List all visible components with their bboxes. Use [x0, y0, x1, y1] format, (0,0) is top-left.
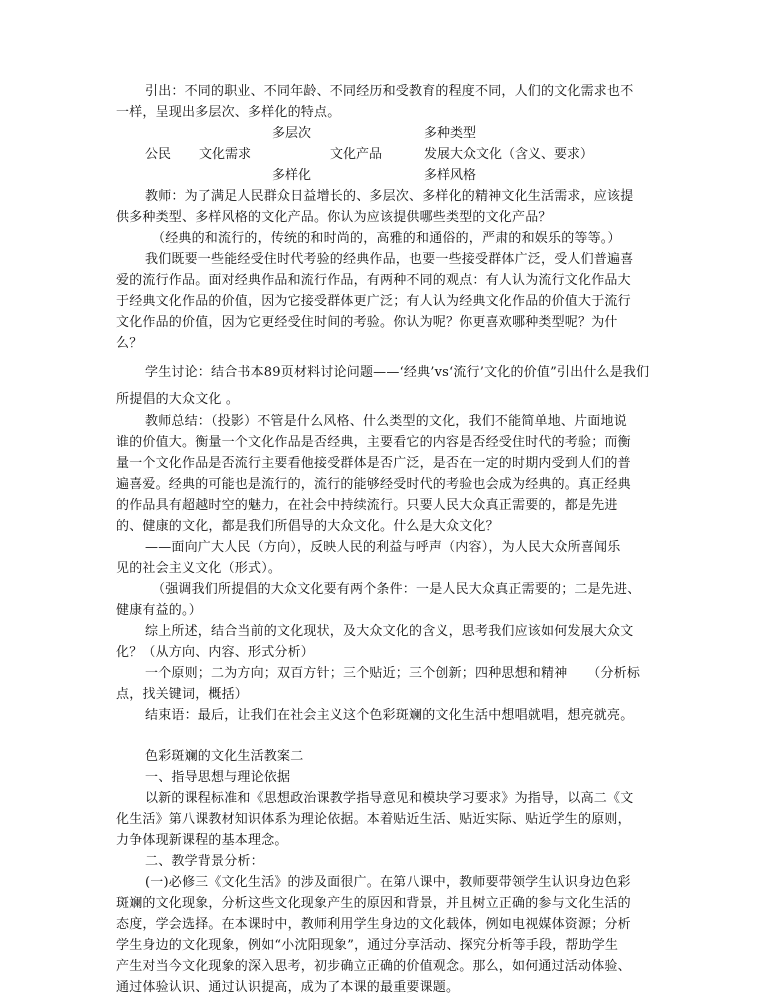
text-line: 我们既要一些能经受住时代考验的经典作品，也要一些接受群体广泛，受人们普遍喜: [145, 252, 634, 267]
text-line: 化生活》第八课教材知识体系为理论依据。本着贴近生活、贴近实际、贴近学生的原则，: [116, 812, 631, 827]
text-line: 文化作品的价值，因为它更经受住时间的考验。你认为呢？你更喜欢哪种类型呢？为什: [116, 315, 618, 330]
heading-background: 二、教学背景分析：: [145, 854, 264, 869]
text-line: 点，找关键词，概括）: [116, 687, 249, 702]
text-line: 供多种类型、多样风格的文化产品。你认为应该提供哪些类型的文化产品？: [116, 210, 552, 225]
text-line: 于经典文化作品的价值，因为它接受群体更广泛；有人认为经典文化作品的价值大于流行: [116, 294, 631, 309]
heading-guiding-ideology: 一、指导思想与理论依据: [145, 770, 291, 785]
text-line: 健康有益的。）: [116, 603, 202, 618]
text-line: 的、健康的文化，都是我们所倡导的大众文化。什么是大众文化？: [116, 519, 499, 534]
diagram-bottom-left: 多样化: [272, 168, 312, 183]
text-line: ——面向广大人民（方向），反映人民的利益与呼声（内容），为人民大众所喜闻乐: [145, 540, 621, 555]
text-line: 爱的流行作品。面对经典作品和流行作品，有两种不同的观点：有人认为流行文化作品大: [116, 273, 631, 288]
text-line: 化？（从方向、内容、形式分析）: [116, 645, 315, 660]
text-line: 态度，学会选择。在本课时中，教师利用学生身边的文化载体，例如电视媒体资源；分析: [116, 917, 631, 932]
text-line: 教师总结：（投影）不管是什么风格、什么类型的文化，我们不能简单地、片面地说: [145, 414, 627, 429]
text-line: 学生讨论：结合书本89页材料讨论问题——‘经典’vs‘流行’文化的价值”引出什么是我们: [145, 365, 650, 380]
text-line: 遍喜爱。经典的可能也是流行的，流行的能够经受时代的考验也会成为经典的。真正经典: [116, 477, 631, 492]
text-line: 谁的价值大。衡量一个文化作品是否经典，主要看它的内容是否经受住时代的考验；而衡: [116, 435, 631, 450]
diagram-culture-need: 文化需求: [199, 147, 252, 162]
text-line: 力争体现新课程的基本理念。: [116, 833, 288, 848]
intro-line-2: 一样，呈现出多层次、多样化的特点。: [116, 105, 341, 120]
text-line: 通过体验认识、通过认识提高，成为了本课的最重要课题。: [116, 980, 460, 995]
diagram-top-left: 多层次: [272, 126, 312, 141]
text-line: （强调我们所提倡的大众文化要有两个条件：一是人民大众真正需要的；二是先进、: [152, 582, 641, 597]
text-line: 的作品具有超越时空的魅力，在社会中持续流行。只要人民大众真正需要的，都是先进: [116, 498, 618, 513]
section-title: 色彩斑斓的文化生活教案二: [145, 749, 304, 764]
text-line: 结束语：最后，让我们在社会主义这个色彩斑斓的文化生活中想唱就唱，想亮就亮。: [145, 708, 634, 723]
text-line: (一)必修三《文化生活》的涉及面很广。在第八课中，教师要带领学生认识身边色彩: [145, 875, 631, 890]
text-line: 所提倡的大众文化 。: [116, 392, 240, 407]
text-line: 么？: [116, 336, 143, 351]
diagram-develop: 发展大众文化（含义、要求）: [424, 147, 594, 162]
intro-line-1: 引出：不同的职业、不同年龄、不同经历和受教育的程度不同，人们的文化需求也不: [145, 84, 634, 99]
diagram-bottom-right: 多样风格: [424, 168, 477, 183]
text-line: 见的社会主义文化（形式）。: [116, 561, 282, 576]
text-line: 以新的课程标准和《思想政治课教学指导意见和模块学习要求》为指导，以高二《文: [145, 791, 634, 806]
diagram-citizens: 公民: [145, 147, 172, 162]
text-line: （经典的和流行的，传统的和时尚的，高雅的和通俗的，严肃的和娱乐的等等。）: [152, 231, 621, 246]
text-line: 教师：为了满足人民群众日益增长的、多层次、多样化的精神文化生活需求，应该提: [145, 189, 634, 204]
text-line: 综上所述，结合当前的文化现状，及大众文化的含义，思考我们应该如何发展大众文: [145, 624, 634, 639]
text-line: 产生对当今文化现象的深入思考，初步确立正确的价值观念。那么，如何通过活动体验、: [116, 959, 631, 974]
text-line: 量一个文化作品是否流行主要看他接受群体是否广泛，是否在一定的时期内受到人们的普: [116, 456, 631, 471]
text-line: 一个原则；二为方向；双百方针；三个贴近；三个创新；四种思想和精神 （分析标: [145, 666, 641, 681]
diagram-culture-product: 文化产品: [330, 147, 383, 162]
text-line: 斑斓的文化现象，分析这些文化现象产生的原因和背景，并且树立正确的参与文化生活的: [116, 896, 631, 911]
text-line: 学生身边的文化现象，例如“小沈阳现象”，通过分享活动、探究分析等手段，帮助学生: [116, 938, 619, 953]
diagram-top-right: 多种类型: [424, 126, 477, 141]
